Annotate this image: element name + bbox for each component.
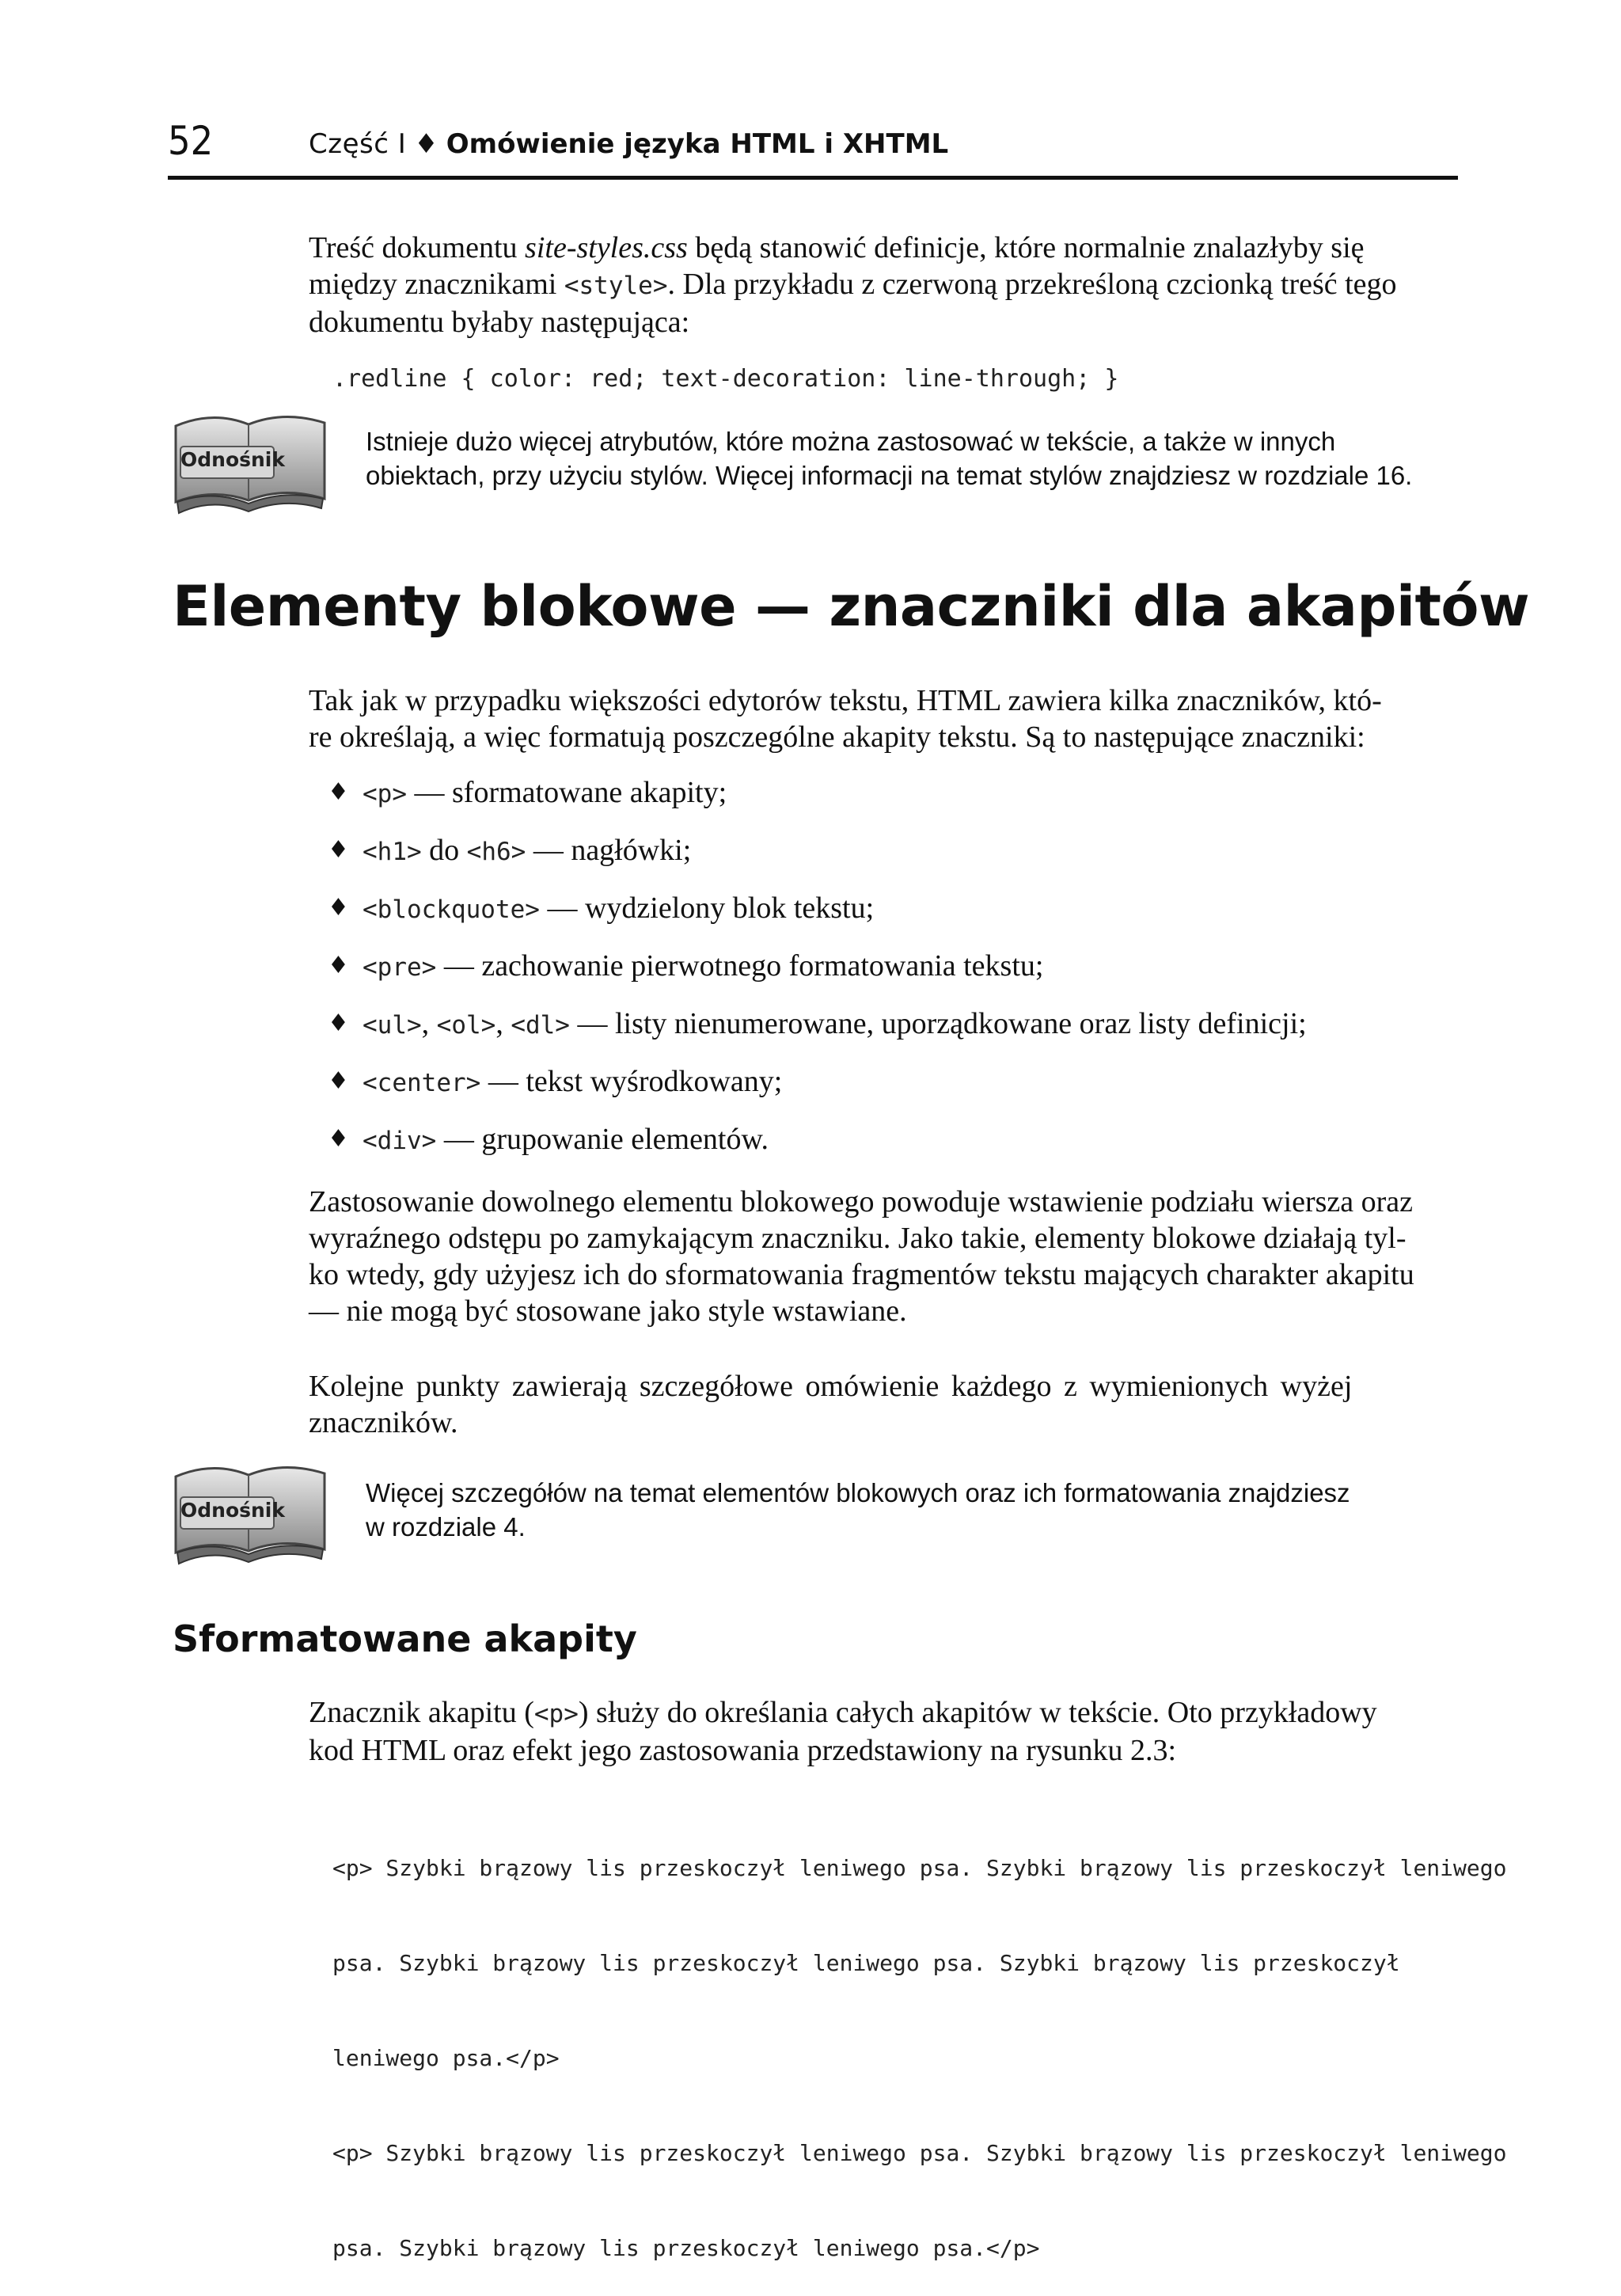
- block-elements-list: [328, 774, 1460, 1179]
- inline-code: <ol>: [436, 1011, 496, 1040]
- code-line: <p> Szybki brązowy lis przeskoczył leniwego psa. Szybki brązowy lis przeskoczył leniwego: [332, 1855, 1507, 1881]
- list-item: [328, 890, 1460, 948]
- block-elements-paragraph: [309, 1184, 1464, 1329]
- inline-code: <ul>: [363, 1011, 422, 1040]
- inline-code: <center>: [363, 1069, 481, 1097]
- page-number: 52: [168, 118, 214, 164]
- paragraph-line: — nie mogą być stosowane jako style wstawiane.: [309, 1294, 907, 1328]
- list-item-text: ,: [495, 1007, 511, 1040]
- diamond-bullet-icon: ♦: [328, 836, 349, 864]
- intro-text: dokumentu byłaby następująca:: [309, 306, 690, 339]
- diamond-bullet-icon: ♦: [328, 778, 349, 806]
- note-icon: [169, 410, 328, 523]
- running-title: [309, 127, 948, 162]
- note-text: [366, 424, 1474, 492]
- section-intro-paragraph: [309, 682, 1464, 755]
- subsection-heading: Sformatowane akapity: [173, 1617, 637, 1660]
- inline-code: <p>: [363, 780, 407, 808]
- diamond-bullet-icon: ♦: [328, 1125, 349, 1153]
- list-item-text: do: [421, 834, 467, 867]
- css-code-sample: .redline { color: red; text-decoration: line-through; }: [332, 365, 1119, 393]
- list-item: [328, 1005, 1460, 1063]
- diamond-bullet-icon: ♦: [328, 1009, 349, 1037]
- list-item-text: — zachowanie pierwotnego formatowania tekstu;: [436, 949, 1044, 983]
- part-label: Część I: [309, 128, 407, 160]
- intro-text: Treść dokumentu: [309, 231, 526, 264]
- paragraph-line: wyraźnego odstępu po zamykającym znaczniku. Jako takie, elementy blokowe działają tyl-: [309, 1222, 1407, 1255]
- paragraph-line: re określają, a więc formatują poszczególne akapity tekstu. Są to następujące znaczniki:: [309, 720, 1365, 754]
- paragraph-line: znaczników.: [309, 1406, 458, 1439]
- list-item-text: — tekst wyśrodkowany;: [480, 1065, 783, 1098]
- list-item-text: — sformatowane akapity;: [407, 776, 727, 809]
- note-line: w rozdziale 4.: [366, 1512, 526, 1541]
- paragraph-line: Tak jak w przypadku większości edytorów tekstu, HTML zawiera kilka znaczników, któ-: [309, 684, 1382, 717]
- paragraph-line: ko wtedy, gdy użyjesz ich do sformatowania fragmentów tekstu mających charakter akapitu: [309, 1258, 1414, 1291]
- intro-text: . Dla przykładu z czerwoną przekreśloną czcionką treść tego: [667, 268, 1397, 301]
- list-item-text: — grupowanie elementów.: [436, 1123, 769, 1156]
- html-code-sample: [332, 1789, 1506, 2296]
- list-item-text: — listy nienumerowane, uporządkowane oraz listy definicji;: [569, 1007, 1307, 1040]
- inline-code: <style>: [564, 272, 668, 300]
- list-item: [328, 774, 1460, 832]
- note-icon: [169, 1461, 328, 1574]
- diamond-bullet-icon: ♦: [328, 1067, 349, 1095]
- paragraph-text: ) służy do określania całych akapitów w tekście. Oto przykładowy: [578, 1696, 1377, 1729]
- list-item-text: — nagłówki;: [526, 834, 692, 867]
- inline-code: <pre>: [363, 953, 437, 982]
- list-item: [328, 1121, 1460, 1179]
- note-line: Więcej szczegółów na temat elementów blokowych oraz ich formatowania znajdziesz: [366, 1478, 1350, 1507]
- list-item-text: ,: [421, 1007, 437, 1040]
- code-line: psa. Szybki brązowy lis przeskoczył leniwego psa. Szybki brązowy lis przeskoczył: [332, 1950, 1400, 1976]
- inline-code: <div>: [363, 1127, 437, 1155]
- intro-text: będą stanowić definicje, które normalnie znalazłyby się: [687, 231, 1365, 264]
- note-line: Istnieje dużo więcej atrybutów, które można zastosować w tekście, a także w innych: [366, 427, 1336, 456]
- paragraph-line: Zastosowanie dowolnego elementu blokowego powoduje wstawienie podziału wiersza oraz: [309, 1185, 1414, 1218]
- inline-code: <dl>: [511, 1011, 570, 1040]
- note-text: [366, 1476, 1474, 1544]
- inline-code: <h1>: [363, 838, 422, 866]
- note-line: obiektach, przy użyciu stylów. Więcej informacji na temat stylów znajdziesz w rozdziale 16.: [366, 461, 1413, 490]
- following-points-paragraph: [309, 1368, 1464, 1441]
- section-heading: Elementy blokowe — znaczniki dla akapitów: [173, 574, 1530, 639]
- diamond-bullet-icon: ♦: [328, 894, 349, 922]
- paragraph-line: kod HTML oraz efekt jego zastosowania przedstawiony na rysunku 2.3:: [309, 1734, 1177, 1767]
- list-item: [328, 948, 1460, 1005]
- paragraph-line: Kolejne punkty zawierają szczegółowe omówienie każdego z wymienionych wyżej: [309, 1370, 1353, 1403]
- subsection-paragraph: [309, 1694, 1464, 1769]
- list-item: [328, 832, 1460, 890]
- inline-code: <blockquote>: [363, 895, 540, 924]
- note-label: Odnośnik: [180, 1499, 285, 1522]
- running-header: [168, 117, 1458, 180]
- paragraph-text: Znacznik akapitu (: [309, 1696, 534, 1729]
- note-label: Odnośnik: [180, 448, 285, 471]
- inline-code: <h6>: [466, 838, 526, 866]
- code-line: leniwego psa.</p>: [332, 2045, 560, 2071]
- intro-paragraph: [309, 230, 1464, 340]
- code-line: <p> Szybki brązowy lis przeskoczył leniwego psa. Szybki brązowy lis przeskoczył leniwego: [332, 2140, 1507, 2166]
- code-line: psa. Szybki brązowy lis przeskoczył leniwego psa.</p>: [332, 2235, 1040, 2261]
- book-title: Omówienie języka HTML i XHTML: [446, 128, 949, 160]
- list-item: [328, 1063, 1460, 1121]
- diamond-bullet-icon: ♦: [328, 952, 349, 979]
- filename: site-styles.css: [525, 231, 688, 264]
- inline-code: <p>: [533, 1700, 579, 1728]
- diamond-separator-icon: ♦: [414, 128, 438, 160]
- intro-text: między znacznikami: [309, 268, 564, 301]
- list-item-text: — wydzielony blok tekstu;: [539, 891, 875, 925]
